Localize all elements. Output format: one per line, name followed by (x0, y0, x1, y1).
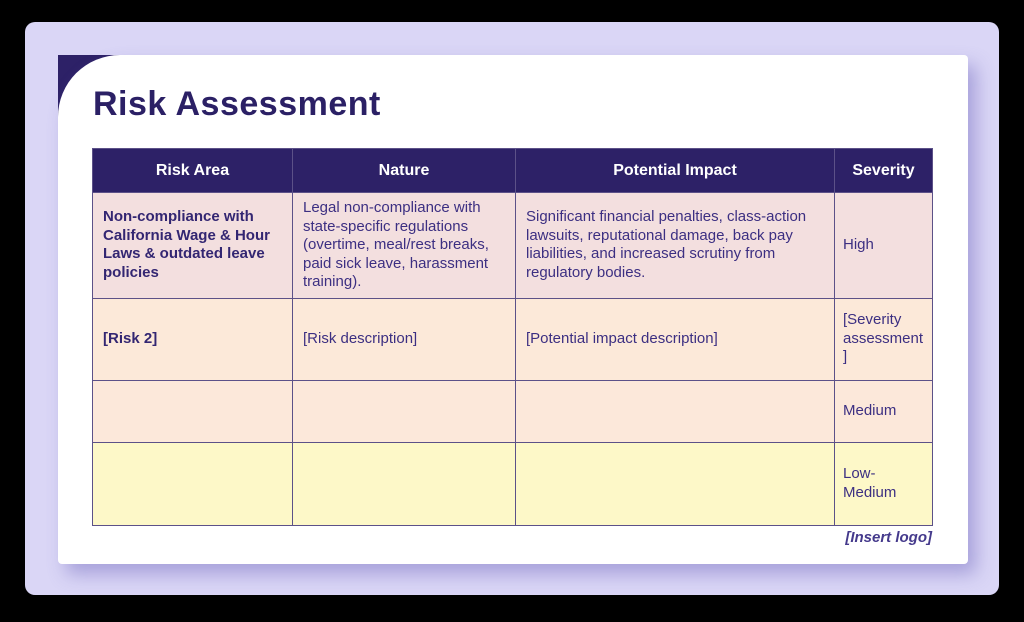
column-header-severity: Severity (835, 149, 933, 193)
column-header-potential-impact: Potential Impact (516, 149, 835, 193)
cell-potential-impact (516, 380, 835, 442)
column-header-risk-area: Risk Area (93, 149, 293, 193)
cell-nature (293, 442, 516, 525)
risk-assessment-table (92, 148, 933, 526)
cell-severity: High (835, 193, 933, 299)
cell-nature: Legal non-compliance with state-specific regulations (overtime, meal/rest breaks, paid sick leave, harassment training). (293, 193, 516, 299)
cell-risk-area (93, 442, 293, 525)
page-title: Risk Assessment (93, 85, 381, 123)
table-header-row (93, 149, 933, 193)
table-row (93, 380, 933, 442)
table-row (93, 298, 933, 380)
cell-nature: [Risk description] (293, 298, 516, 380)
cell-severity: [Severity assessment ] (835, 298, 933, 380)
cell-potential-impact: [Potential impact description] (516, 298, 835, 380)
table-row (93, 193, 933, 299)
cell-risk-area: Non-compliance with California Wage & Hour Laws & outdated leave policies (93, 193, 293, 299)
cell-severity: Medium (835, 380, 933, 442)
cell-potential-impact (516, 442, 835, 525)
cell-risk-area (93, 380, 293, 442)
cell-nature (293, 380, 516, 442)
table-row (93, 442, 933, 525)
column-header-nature: Nature (293, 149, 516, 193)
risk-assessment-card (58, 55, 968, 564)
cell-risk-area: [Risk 2] (93, 298, 293, 380)
cell-severity: Low-Medium (835, 442, 933, 525)
logo-placeholder: [Insert logo] (845, 529, 932, 546)
cell-potential-impact: Significant financial penalties, class-action lawsuits, reputational damage, back pay liabilities, and increased scrutiny from regulatory bodies. (516, 193, 835, 299)
